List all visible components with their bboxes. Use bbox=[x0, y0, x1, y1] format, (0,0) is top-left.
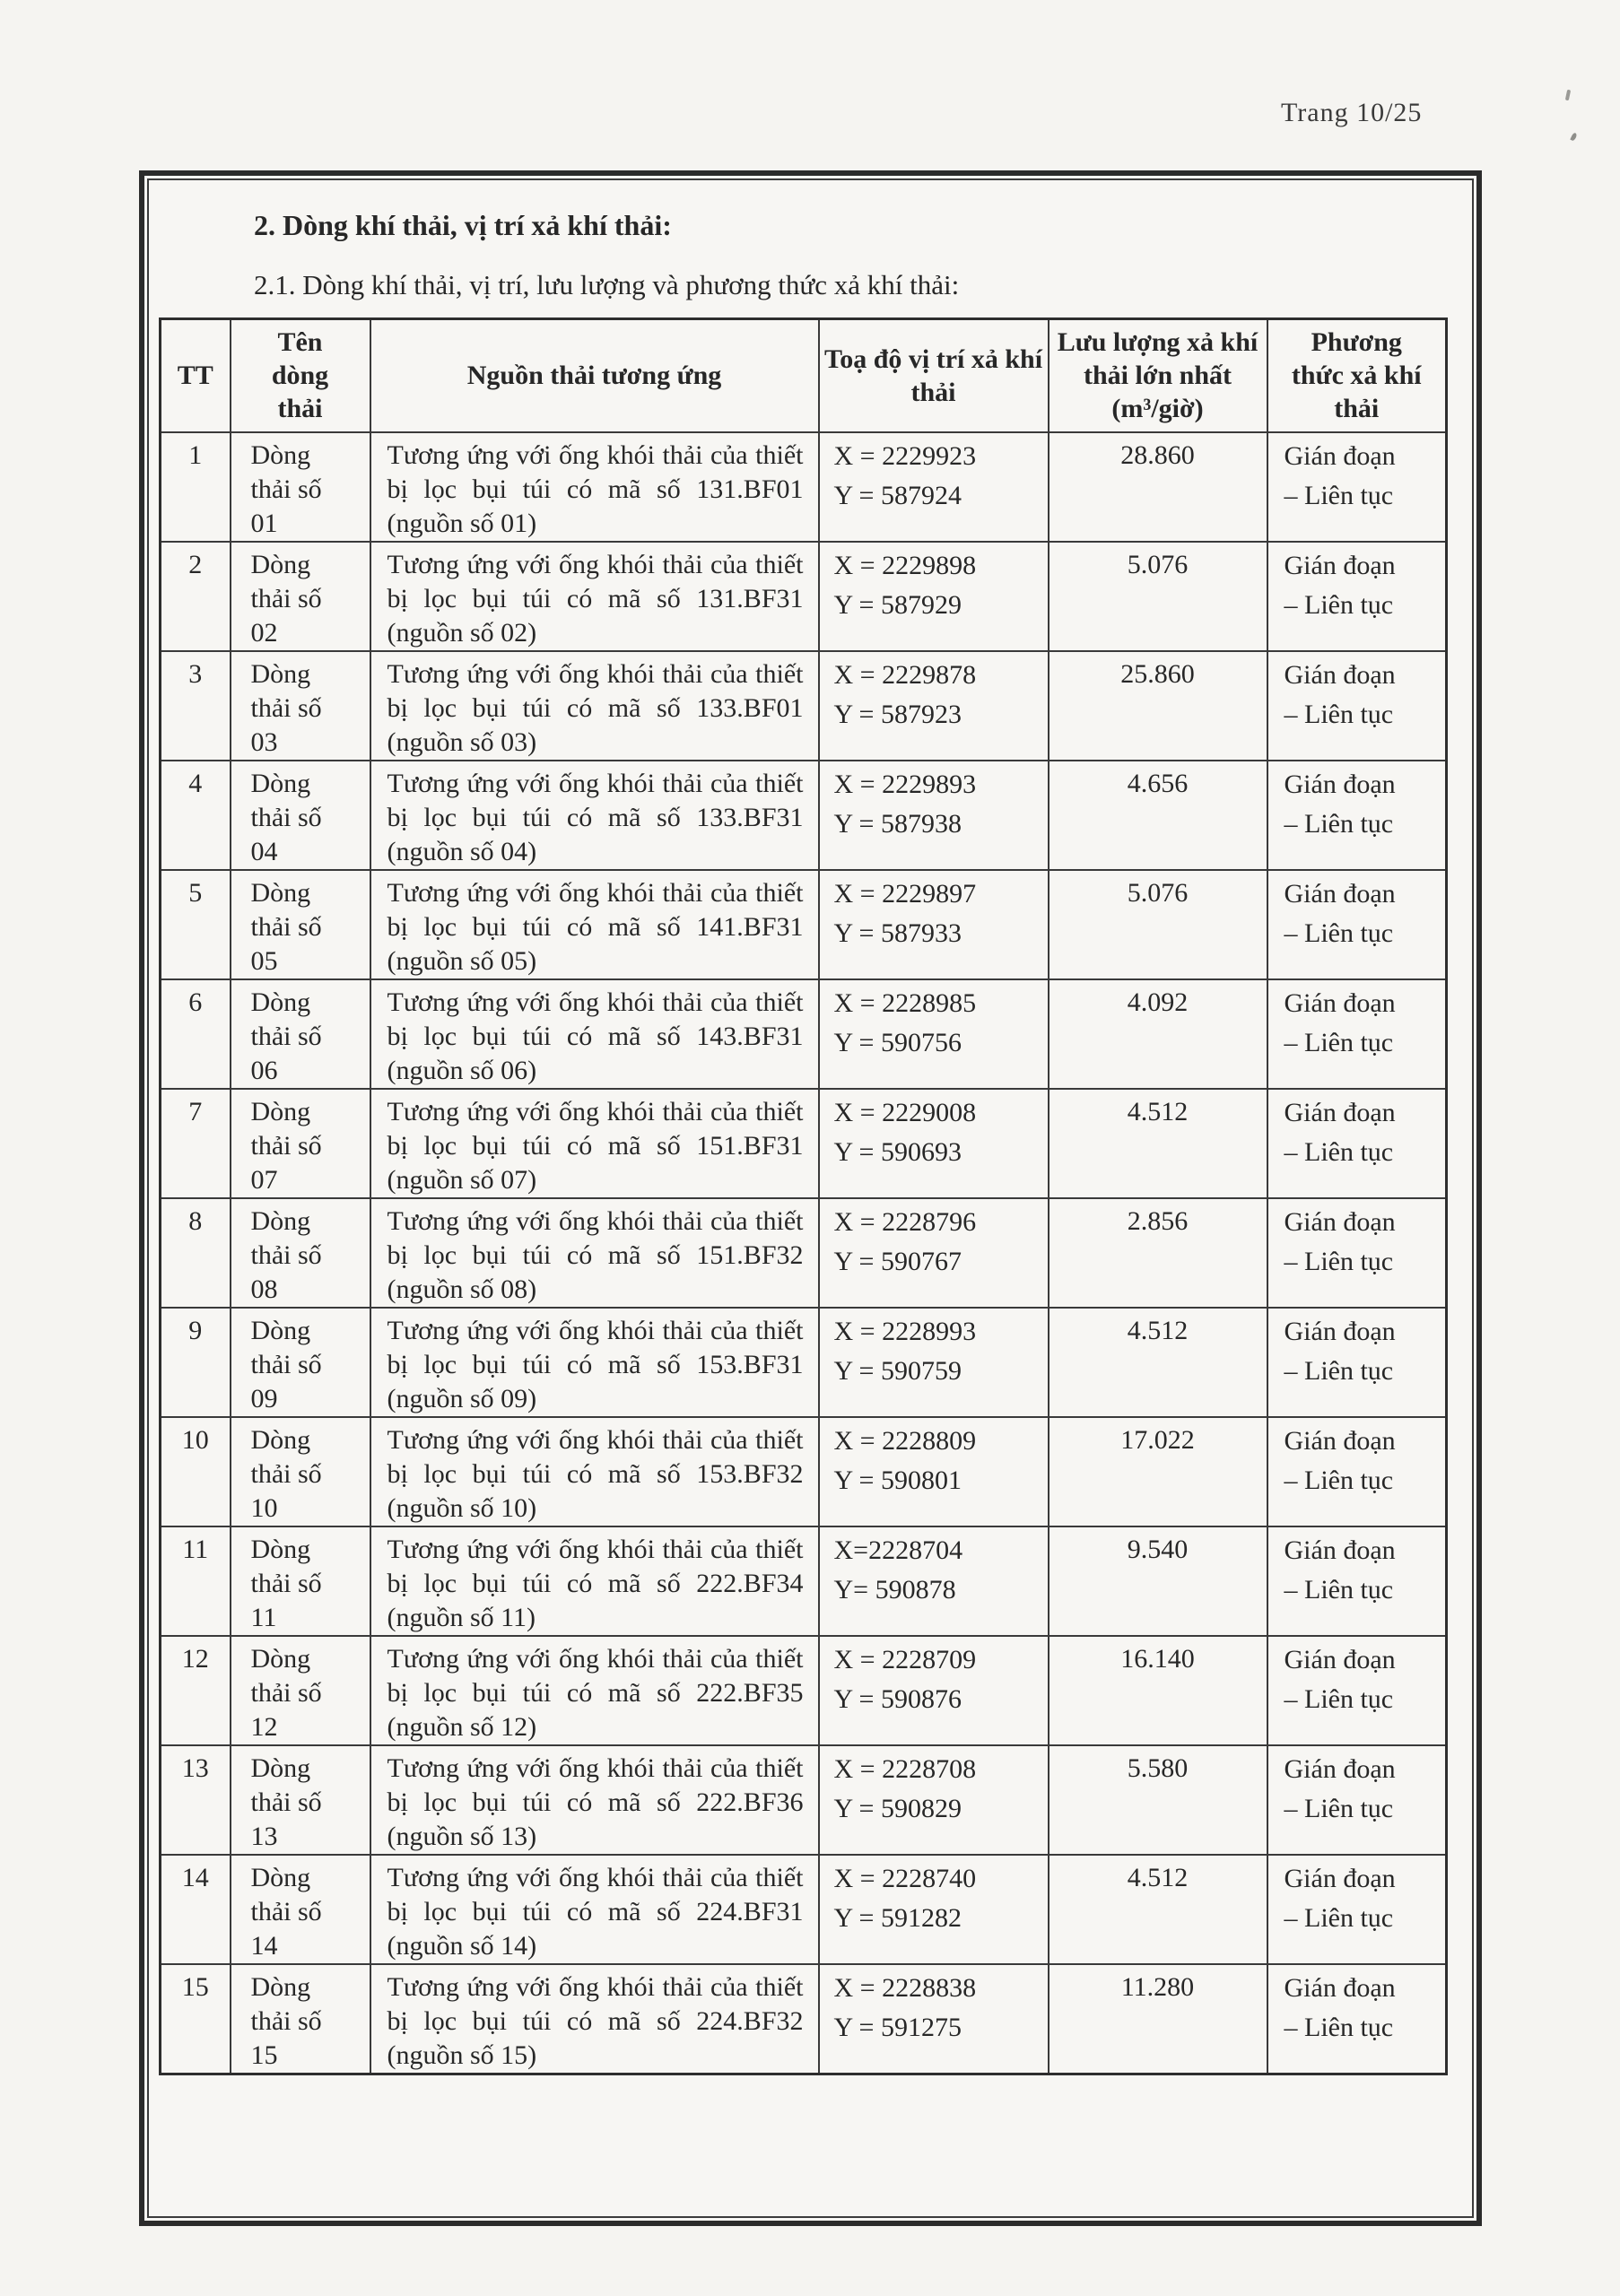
method-line-2: – Liên tục bbox=[1284, 808, 1394, 839]
method-line-1: Gián đoạn bbox=[1284, 987, 1396, 1018]
table-row bbox=[161, 1964, 1447, 2074]
cell-flow-rate: 9.540 bbox=[1049, 1526, 1267, 1636]
col-header-source: Nguồn thải tương ứng bbox=[370, 319, 819, 432]
table-row bbox=[161, 1198, 1447, 1308]
coordinate-y: Y = 591275 bbox=[833, 2012, 962, 2042]
method-line-2: – Liên tục bbox=[1284, 2012, 1394, 2042]
coordinate-y: Y = 590801 bbox=[833, 1465, 962, 1495]
coordinate-x: X=2228704 bbox=[833, 1535, 963, 1565]
cell-tt: 11 bbox=[161, 1526, 231, 1636]
col-header-stream-name: Tên dòng thải bbox=[231, 319, 370, 432]
method-line-1: Gián đoạn bbox=[1284, 1206, 1396, 1237]
coordinate-y: Y= 590878 bbox=[833, 1574, 956, 1605]
coordinate-y: Y = 590767 bbox=[833, 1246, 962, 1276]
method-line-2: – Liên tục bbox=[1284, 1902, 1394, 1933]
section-heading: 2. Dòng khí thải, vị trí xả khí thải: bbox=[254, 209, 672, 241]
cell-discharge-method bbox=[1267, 870, 1447, 979]
coordinate-x: X = 2229878 bbox=[833, 659, 977, 690]
cell-coordinates bbox=[819, 761, 1049, 870]
method-line-2: – Liên tục bbox=[1284, 918, 1394, 948]
cell-stream-name: Dòng thải số 03 bbox=[231, 651, 370, 761]
coordinate-x: X = 2229893 bbox=[833, 769, 977, 799]
coordinate-y: Y = 590829 bbox=[833, 1793, 962, 1823]
cell-stream-name: Dòng thải số 08 bbox=[231, 1198, 370, 1308]
table-row bbox=[161, 1417, 1447, 1526]
cell-tt: 15 bbox=[161, 1964, 231, 2074]
coordinate-x: X = 2228708 bbox=[833, 1753, 977, 1784]
cell-stream-name: Dòng thải số 04 bbox=[231, 761, 370, 870]
cell-stream-name: Dòng thải số 10 bbox=[231, 1417, 370, 1526]
cell-coordinates bbox=[819, 542, 1049, 651]
page-number: Trang 10/25 bbox=[1281, 98, 1423, 127]
col-header-coordinates: Toạ độ vị trí xả khí thải bbox=[819, 319, 1049, 432]
cell-coordinates bbox=[819, 1855, 1049, 1964]
cell-tt: 8 bbox=[161, 1198, 231, 1308]
coordinate-x: X = 2228809 bbox=[833, 1425, 977, 1456]
method-line-1: Gián đoạn bbox=[1284, 550, 1396, 580]
method-line-1: Gián đoạn bbox=[1284, 1097, 1396, 1127]
col-header-discharge-method: Phương thức xả khí thải bbox=[1267, 319, 1447, 432]
method-line-1: Gián đoạn bbox=[1284, 878, 1396, 909]
method-line-1: Gián đoạn bbox=[1284, 659, 1396, 690]
cell-source: Tương ứng với ống khói thải của thiết bị lọc bụi túi có mã số 133.BF01 (nguồn số 03) bbox=[370, 651, 819, 761]
cell-source: Tương ứng với ống khói thải của thiết bị lọc bụi túi có mã số 143.BF31 (nguồn số 06) bbox=[370, 979, 819, 1089]
table-row bbox=[161, 870, 1447, 979]
cell-coordinates bbox=[819, 1089, 1049, 1198]
cell-tt: 5 bbox=[161, 870, 231, 979]
table-row bbox=[161, 1526, 1447, 1636]
cell-stream-name: Dòng thải số 02 bbox=[231, 542, 370, 651]
coordinate-x: X = 2228838 bbox=[833, 1972, 977, 2003]
header-row bbox=[161, 319, 1447, 432]
cell-stream-name: Dòng thải số 14 bbox=[231, 1855, 370, 1964]
cell-source: Tương ứng với ống khói thải của thiết bị lọc bụi túi có mã số 224.BF32 (nguồn số 15) bbox=[370, 1964, 819, 2074]
method-line-2: – Liên tục bbox=[1284, 1793, 1394, 1823]
coordinate-y: Y = 590876 bbox=[833, 1683, 962, 1714]
cell-coordinates bbox=[819, 1198, 1049, 1308]
coordinate-x: X = 2229923 bbox=[833, 440, 977, 471]
table-row bbox=[161, 542, 1447, 651]
method-line-1: Gián đoạn bbox=[1284, 1863, 1396, 1893]
cell-flow-rate: 16.140 bbox=[1049, 1636, 1267, 1745]
cell-discharge-method bbox=[1267, 1308, 1447, 1417]
table-row bbox=[161, 979, 1447, 1089]
table-row bbox=[161, 432, 1447, 542]
coordinate-x: X = 2228740 bbox=[833, 1863, 977, 1893]
coordinate-x: X = 2228796 bbox=[833, 1206, 977, 1237]
emission-table-body bbox=[161, 432, 1447, 2074]
cell-stream-name: Dòng thải số 09 bbox=[231, 1308, 370, 1417]
cell-coordinates bbox=[819, 432, 1049, 542]
coordinate-y: Y = 587924 bbox=[833, 480, 962, 510]
cell-flow-rate: 28.860 bbox=[1049, 432, 1267, 542]
cell-discharge-method bbox=[1267, 432, 1447, 542]
cell-coordinates bbox=[819, 870, 1049, 979]
cell-stream-name: Dòng thải số 01 bbox=[231, 432, 370, 542]
cell-source: Tương ứng với ống khói thải của thiết bị lọc bụi túi có mã số 222.BF34 (nguồn số 11) bbox=[370, 1526, 819, 1636]
emission-table bbox=[159, 317, 1448, 2075]
cell-tt: 4 bbox=[161, 761, 231, 870]
table-row bbox=[161, 1089, 1447, 1198]
cell-discharge-method bbox=[1267, 979, 1447, 1089]
method-line-1: Gián đoạn bbox=[1284, 1316, 1396, 1346]
coordinate-x: X = 2228985 bbox=[833, 987, 977, 1018]
method-line-1: Gián đoạn bbox=[1284, 769, 1396, 799]
method-line-1: Gián đoạn bbox=[1284, 1425, 1396, 1456]
cell-source: Tương ứng với ống khói thải của thiết bị lọc bụi túi có mã số 151.BF32 (nguồn số 08) bbox=[370, 1198, 819, 1308]
cell-source: Tương ứng với ống khói thải của thiết bị lọc bụi túi có mã số 153.BF32 (nguồn số 10) bbox=[370, 1417, 819, 1526]
cell-stream-name: Dòng thải số 05 bbox=[231, 870, 370, 979]
cell-stream-name: Dòng thải số 07 bbox=[231, 1089, 370, 1198]
method-line-1: Gián đoạn bbox=[1284, 1972, 1396, 2003]
cell-flow-rate: 4.092 bbox=[1049, 979, 1267, 1089]
cell-discharge-method bbox=[1267, 761, 1447, 870]
cell-source: Tương ứng với ống khói thải của thiết bị lọc bụi túi có mã số 131.BF01 (nguồn số 01) bbox=[370, 432, 819, 542]
method-line-2: – Liên tục bbox=[1284, 1465, 1394, 1495]
coordinate-y: Y = 590759 bbox=[833, 1355, 962, 1386]
method-line-2: – Liên tục bbox=[1284, 1246, 1394, 1276]
cell-source: Tương ứng với ống khói thải của thiết bị lọc bụi túi có mã số 224.BF31 (nguồn số 14) bbox=[370, 1855, 819, 1964]
cell-source: Tương ứng với ống khói thải của thiết bị lọc bụi túi có mã số 141.BF31 (nguồn số 05) bbox=[370, 870, 819, 979]
cell-tt: 2 bbox=[161, 542, 231, 651]
coordinate-x: X = 2229008 bbox=[833, 1097, 977, 1127]
cell-stream-name: Dòng thải số 15 bbox=[231, 1964, 370, 2074]
coordinate-y: Y = 590693 bbox=[833, 1136, 962, 1167]
method-line-1: Gián đoạn bbox=[1284, 440, 1396, 471]
cell-tt: 14 bbox=[161, 1855, 231, 1964]
cell-flow-rate: 2.856 bbox=[1049, 1198, 1267, 1308]
section-subheading: 2.1. Dòng khí thải, vị trí, lưu lượng và phương thức xả khí thải: bbox=[254, 269, 960, 300]
cell-tt: 7 bbox=[161, 1089, 231, 1198]
table-row bbox=[161, 761, 1447, 870]
cell-stream-name: Dòng thải số 11 bbox=[231, 1526, 370, 1636]
coordinate-y: Y = 587938 bbox=[833, 808, 962, 839]
cell-flow-rate: 25.860 bbox=[1049, 651, 1267, 761]
document-content bbox=[144, 176, 1476, 2221]
cell-flow-rate: 4.656 bbox=[1049, 761, 1267, 870]
cell-tt: 3 bbox=[161, 651, 231, 761]
scan-speck bbox=[1565, 90, 1571, 101]
cell-stream-name: Dòng thải số 06 bbox=[231, 979, 370, 1089]
table-row bbox=[161, 1855, 1447, 1964]
coordinate-x: X = 2228709 bbox=[833, 1644, 977, 1674]
cell-coordinates bbox=[819, 651, 1049, 761]
method-line-2: – Liên tục bbox=[1284, 1683, 1394, 1714]
method-line-2: – Liên tục bbox=[1284, 480, 1394, 510]
cell-flow-rate: 17.022 bbox=[1049, 1417, 1267, 1526]
cell-source: Tương ứng với ống khói thải của thiết bị lọc bụi túi có mã số 151.BF31 (nguồn số 07) bbox=[370, 1089, 819, 1198]
col-header-flow-rate: Lưu lượng xả khí thải lớn nhất (m³/giờ) bbox=[1049, 319, 1267, 432]
method-line-2: – Liên tục bbox=[1284, 1355, 1394, 1386]
cell-discharge-method bbox=[1267, 1089, 1447, 1198]
table-row bbox=[161, 1308, 1447, 1417]
cell-flow-rate: 5.076 bbox=[1049, 870, 1267, 979]
cell-source: Tương ứng với ống khói thải của thiết bị lọc bụi túi có mã số 222.BF35 (nguồn số 12) bbox=[370, 1636, 819, 1745]
cell-source: Tương ứng với ống khói thải của thiết bị lọc bụi túi có mã số 133.BF31 (nguồn số 04) bbox=[370, 761, 819, 870]
cell-discharge-method bbox=[1267, 542, 1447, 651]
method-line-2: – Liên tục bbox=[1284, 589, 1394, 620]
cell-tt: 1 bbox=[161, 432, 231, 542]
method-line-1: Gián đoạn bbox=[1284, 1535, 1396, 1565]
cell-flow-rate: 4.512 bbox=[1049, 1089, 1267, 1198]
cell-flow-rate: 4.512 bbox=[1049, 1855, 1267, 1964]
col-header-tt: TT bbox=[161, 319, 231, 432]
cell-coordinates bbox=[819, 1417, 1049, 1526]
cell-source: Tương ứng với ống khói thải của thiết bị lọc bụi túi có mã số 131.BF31 (nguồn số 02) bbox=[370, 542, 819, 651]
method-line-2: – Liên tục bbox=[1284, 1574, 1394, 1605]
method-line-1: Gián đoạn bbox=[1284, 1644, 1396, 1674]
cell-flow-rate: 11.280 bbox=[1049, 1964, 1267, 2074]
cell-tt: 6 bbox=[161, 979, 231, 1089]
coordinate-y: Y = 587923 bbox=[833, 699, 962, 729]
cell-flow-rate: 5.580 bbox=[1049, 1745, 1267, 1855]
coordinate-x: X = 2229898 bbox=[833, 550, 977, 580]
cell-discharge-method bbox=[1267, 1636, 1447, 1745]
cell-coordinates bbox=[819, 1636, 1049, 1745]
cell-discharge-method bbox=[1267, 1964, 1447, 2074]
method-line-1: Gián đoạn bbox=[1284, 1753, 1396, 1784]
table-row bbox=[161, 651, 1447, 761]
scan-speck bbox=[1570, 132, 1577, 141]
cell-tt: 12 bbox=[161, 1636, 231, 1745]
cell-coordinates bbox=[819, 1745, 1049, 1855]
table-row bbox=[161, 1745, 1447, 1855]
cell-tt: 9 bbox=[161, 1308, 231, 1417]
cell-source: Tương ứng với ống khói thải của thiết bị lọc bụi túi có mã số 222.BF36 (nguồn số 13) bbox=[370, 1745, 819, 1855]
cell-coordinates bbox=[819, 1964, 1049, 2074]
cell-discharge-method bbox=[1267, 651, 1447, 761]
coordinate-x: X = 2228993 bbox=[833, 1316, 977, 1346]
cell-stream-name: Dòng thải số 12 bbox=[231, 1636, 370, 1745]
cell-flow-rate: 4.512 bbox=[1049, 1308, 1267, 1417]
coordinate-y: Y = 590756 bbox=[833, 1027, 962, 1057]
cell-source: Tương ứng với ống khói thải của thiết bị lọc bụi túi có mã số 153.BF31 (nguồn số 09) bbox=[370, 1308, 819, 1417]
coordinate-x: X = 2229897 bbox=[833, 878, 977, 909]
method-line-2: – Liên tục bbox=[1284, 1027, 1394, 1057]
document-frame bbox=[139, 170, 1482, 2226]
cell-discharge-method bbox=[1267, 1855, 1447, 1964]
coordinate-y: Y = 591282 bbox=[833, 1902, 962, 1933]
cell-coordinates bbox=[819, 1526, 1049, 1636]
cell-discharge-method bbox=[1267, 1417, 1447, 1526]
table-row bbox=[161, 1636, 1447, 1745]
emission-table-header bbox=[161, 319, 1447, 432]
cell-coordinates bbox=[819, 1308, 1049, 1417]
cell-tt: 10 bbox=[161, 1417, 231, 1526]
coordinate-y: Y = 587933 bbox=[833, 918, 962, 948]
cell-flow-rate: 5.076 bbox=[1049, 542, 1267, 651]
cell-discharge-method bbox=[1267, 1745, 1447, 1855]
cell-discharge-method bbox=[1267, 1198, 1447, 1308]
method-line-2: – Liên tục bbox=[1284, 1136, 1394, 1167]
method-line-2: – Liên tục bbox=[1284, 699, 1394, 729]
cell-discharge-method bbox=[1267, 1526, 1447, 1636]
cell-coordinates bbox=[819, 979, 1049, 1089]
cell-stream-name: Dòng thải số 13 bbox=[231, 1745, 370, 1855]
cell-tt: 13 bbox=[161, 1745, 231, 1855]
coordinate-y: Y = 587929 bbox=[833, 589, 962, 620]
